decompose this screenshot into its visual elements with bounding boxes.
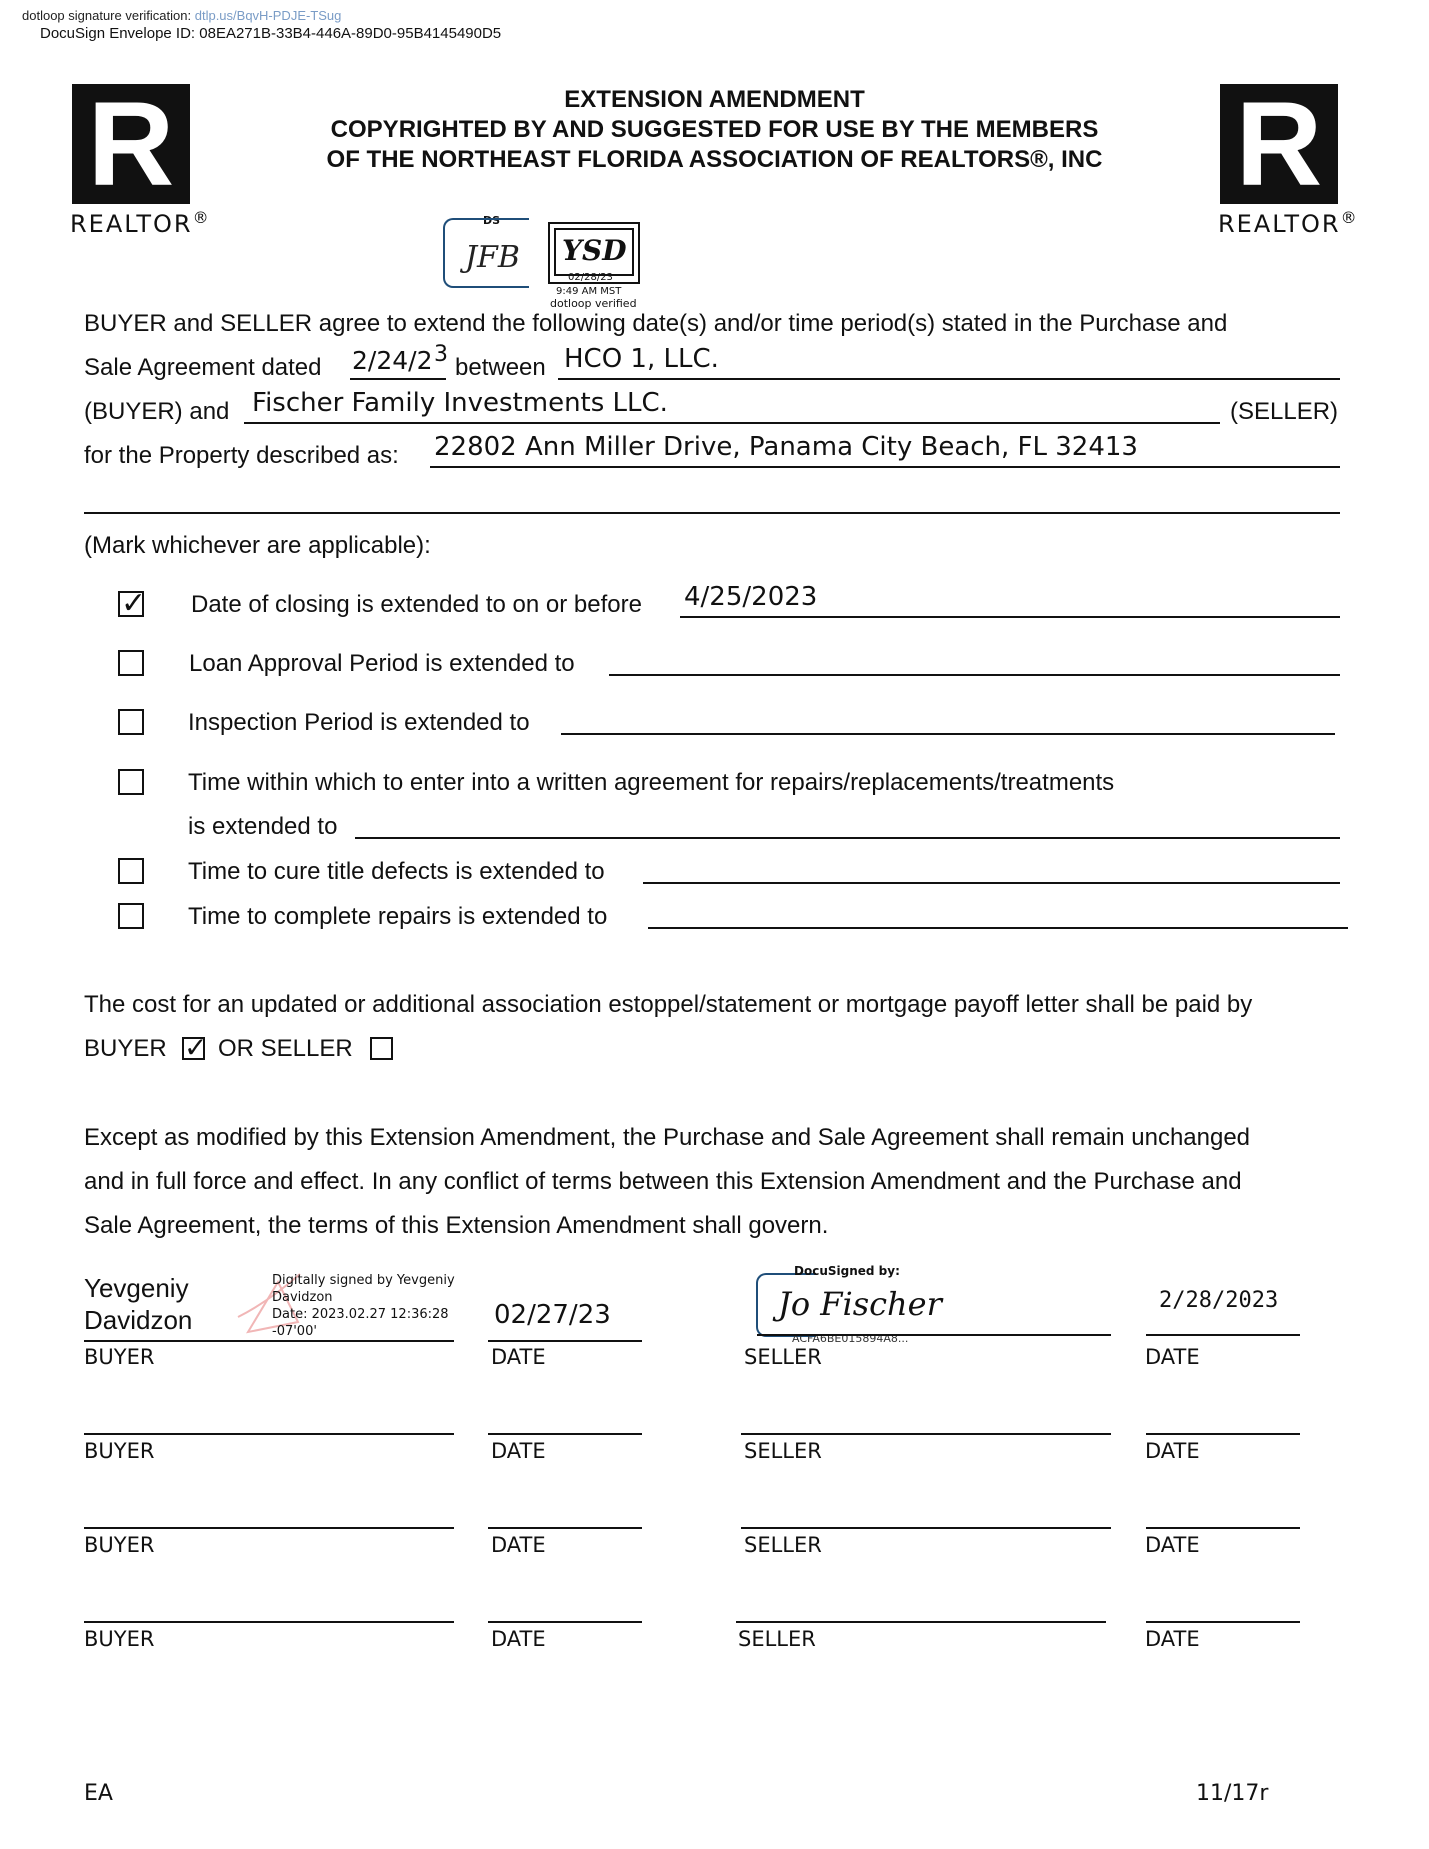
complete-repairs-field[interactable] bbox=[648, 895, 1348, 929]
seller-date-line[interactable] bbox=[1146, 1334, 1300, 1336]
buyer-sign-date: 02/27/23 bbox=[494, 1300, 611, 1330]
realtor-logo-right: R REALTOR® bbox=[1218, 77, 1357, 238]
buyer-signature-line[interactable] bbox=[84, 1527, 454, 1529]
ds-label: DS bbox=[483, 214, 501, 227]
buyer-date-line[interactable] bbox=[488, 1340, 642, 1342]
except-paragraph-line1: Except as modified by this Extension Amendment, the Purchase and Sale Agreement shall remain unchanged bbox=[84, 1124, 1251, 1151]
repairs-agreement-checkbox[interactable] bbox=[118, 769, 144, 795]
closing-checkbox[interactable] bbox=[118, 586, 147, 621]
seller-date-line[interactable] bbox=[1146, 1527, 1300, 1529]
checkmark-icon: ✓ bbox=[184, 1031, 208, 1064]
complete-repairs-checkbox[interactable] bbox=[118, 903, 144, 929]
except-paragraph-line3: Sale Agreement, the terms of this Extension Amendment shall govern. bbox=[84, 1212, 829, 1239]
inspection-field[interactable] bbox=[561, 701, 1335, 735]
digital-signature-info: Digitally signed by Yevgeniy Davidzon Date: 2023.02.27 12:36:28 -07'00' bbox=[272, 1273, 455, 1339]
docusign-envelope-id: DocuSign Envelope ID: 08EA271B-33B4-446A-89D0-95B4145490D5 bbox=[40, 25, 502, 42]
loan-approval-field[interactable] bbox=[609, 642, 1340, 676]
buyer-signature-line[interactable] bbox=[84, 1433, 454, 1435]
closing-date-field[interactable]: 4/25/2023 bbox=[680, 582, 1340, 618]
page-title: EXTENSION AMENDMENT COPYRIGHTED BY AND SUGGESTED FOR USE BY THE MEMBERS OF THE NORTHEAST FLORIDA ASSOCIATION OF REALTORS®, INC bbox=[326, 86, 1103, 173]
dotloop-verification-link[interactable]: dtlp.us/BqvH-PDJE-TSug bbox=[194, 8, 342, 23]
seller-name-field[interactable]: Fischer Family Investments LLC. bbox=[244, 388, 1220, 424]
cost-seller-checkbox[interactable] bbox=[370, 1037, 393, 1060]
form-revision: 11/17r bbox=[1196, 1781, 1269, 1806]
realtor-r-icon: R bbox=[1220, 84, 1338, 204]
buyer-date-line[interactable] bbox=[488, 1527, 642, 1529]
buyer-name-field[interactable]: HCO 1, LLC. bbox=[558, 344, 1340, 380]
docusign-initials[interactable] bbox=[443, 218, 529, 288]
loan-approval-checkbox[interactable] bbox=[118, 650, 144, 676]
buyer-signature-line[interactable] bbox=[84, 1340, 454, 1342]
form-code: EA bbox=[84, 1781, 113, 1806]
intro-line: BUYER and SELLER agree to extend the following date(s) and/or time period(s) stated in the Purchase and bbox=[84, 310, 1228, 337]
agreement-date-field[interactable]: 2/24/2 3 bbox=[350, 344, 446, 380]
seller-signature: Jo Fischer bbox=[778, 1285, 942, 1323]
seller-date-line[interactable] bbox=[1146, 1621, 1300, 1623]
mark-applicable-label: (Mark whichever are applicable): bbox=[84, 532, 431, 559]
seller-signature-line[interactable] bbox=[736, 1621, 1106, 1623]
buyer-signature-line[interactable] bbox=[84, 1621, 454, 1623]
seller-signature-line[interactable] bbox=[757, 1334, 1111, 1336]
realtor-logo-left: R REALTOR® bbox=[70, 77, 209, 238]
repairs-agreement-field[interactable] bbox=[355, 805, 1340, 839]
inspection-checkbox[interactable] bbox=[118, 709, 144, 735]
buyer-date-line[interactable] bbox=[488, 1433, 642, 1435]
seller-signature-line[interactable] bbox=[741, 1527, 1111, 1529]
buyer-date-line[interactable] bbox=[488, 1621, 642, 1623]
seller-signature-line[interactable] bbox=[741, 1433, 1111, 1435]
realtor-r-icon: R bbox=[72, 84, 190, 204]
buyer-signer-name: Yevgeniy Davidzon bbox=[84, 1273, 193, 1335]
checkmark-icon: ✓ bbox=[121, 586, 147, 621]
property-field[interactable]: 22802 Ann Miller Drive, Panama City Beach, FL 32413 bbox=[430, 432, 1340, 468]
cost-buyer-checkbox[interactable] bbox=[182, 1031, 208, 1064]
title-defects-checkbox[interactable] bbox=[118, 858, 144, 884]
cost-paragraph: The cost for an updated or additional association estoppel/statement or mortgage payoff letter shall be paid by bbox=[84, 991, 1253, 1018]
title-defects-field[interactable] bbox=[643, 850, 1340, 884]
except-paragraph-line2: and in full force and effect. In any conflict of terms between this Extension Amendment and the Purchase and bbox=[84, 1168, 1242, 1195]
property-field-line2[interactable] bbox=[84, 478, 1340, 514]
seller-sign-date: 2/28/2023 bbox=[1159, 1288, 1279, 1313]
dotloop-verification: dotloop signature verification: dtlp.us/BqvH-PDJE-TSug bbox=[22, 8, 342, 23]
dotloop-initials[interactable]: YSD 02/28/23 bbox=[548, 222, 640, 284]
initials-text: JFB bbox=[465, 240, 520, 275]
seller-date-line[interactable] bbox=[1146, 1433, 1300, 1435]
